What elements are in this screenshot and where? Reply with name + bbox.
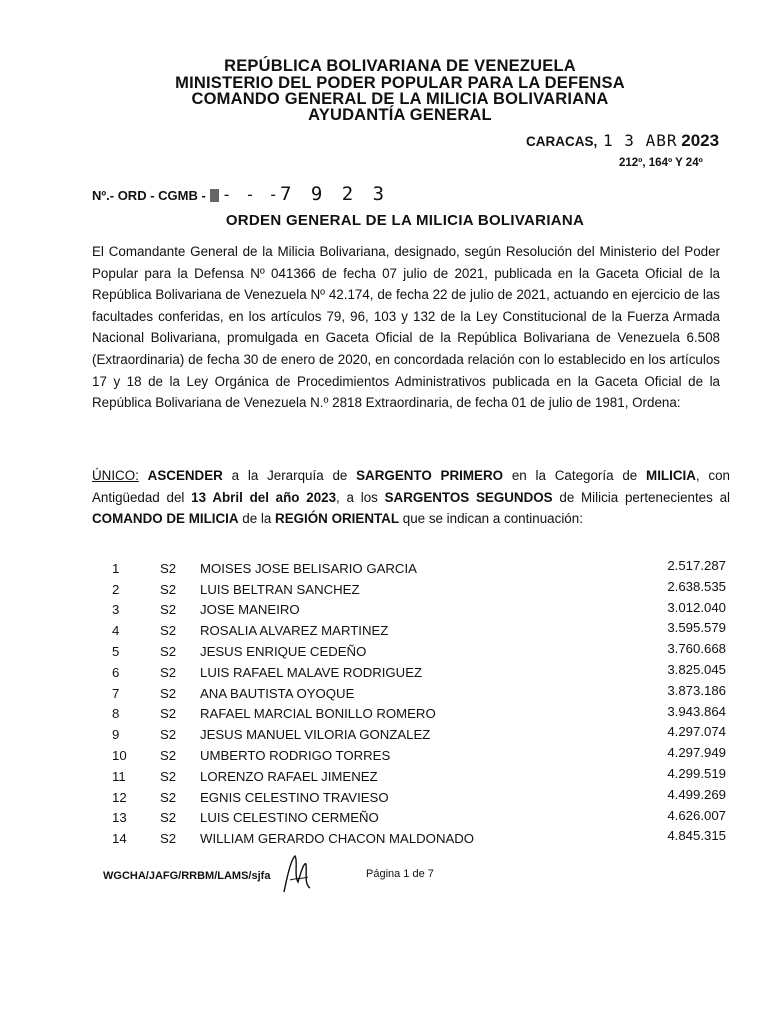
table-row (112, 620, 726, 641)
table-row (112, 662, 726, 683)
order-dashes: - - - (221, 185, 280, 204)
row-id-number: 4.297.074 (667, 724, 726, 740)
row-name: LUIS BELTRAN SANCHEZ (200, 581, 360, 597)
unico-t2: a la Jerarquía de (222, 468, 357, 483)
table-row (112, 828, 726, 849)
row-grade: S2 (160, 664, 177, 680)
table-row (112, 724, 726, 745)
unico-t13: REGIÓN ORIENTAL (275, 511, 400, 527)
row-id-number: 4.499.269 (667, 786, 726, 802)
row-number: 6 (112, 664, 120, 680)
table-row (112, 704, 726, 725)
row-grade: S2 (160, 644, 177, 660)
table-row (112, 745, 726, 766)
table-row (112, 641, 726, 662)
unico-paragraph (92, 465, 730, 530)
row-grade: S2 (160, 560, 177, 576)
table-row (112, 787, 726, 808)
row-grade: S2 (160, 727, 177, 743)
date-line (526, 131, 719, 151)
unico-t3: SARGENTO PRIMERO (356, 468, 504, 483)
row-name: LUIS RAFAEL MALAVE RODRIGUEZ (200, 664, 423, 680)
row-name: LUIS CELESTINO CERMEÑO (200, 810, 379, 826)
header-line-2: MINISTERIO DEL PODER POPULAR PARA LA DEFENSA (175, 74, 625, 92)
unico-t10: de Milicia pertenecientes al (552, 489, 731, 505)
row-number: 7 (112, 685, 120, 701)
row-number: 13 (112, 810, 127, 826)
table-row (112, 766, 726, 787)
row-id-number: 3.012.040 (667, 599, 726, 615)
row-id-number: 4.845.315 (667, 828, 726, 844)
unico-t6: , con Antigüedad del (92, 468, 730, 505)
row-grade: S2 (160, 706, 177, 722)
unico-label: ÚNICO: (92, 468, 139, 483)
row-grade: S2 (160, 748, 177, 764)
table-row (112, 808, 726, 829)
row-id-number: 2.517.287 (667, 558, 726, 573)
row-id-number: 4.297.949 (667, 745, 726, 761)
row-name: ANA BAUTISTA OYOQUE (200, 685, 355, 701)
row-number: 11 (112, 768, 126, 784)
unico-t4: en la Categoría de (503, 468, 647, 483)
row-id-number: 3.825.045 (667, 661, 726, 677)
row-number: 1 (112, 560, 120, 576)
row-number: 2 (112, 581, 120, 597)
table-row (112, 683, 726, 704)
date-year: 2023 (681, 131, 720, 150)
row-grade: S2 (160, 602, 177, 618)
row-name: WILLIAM GERARDO CHACON MALDONADO (200, 831, 475, 847)
stamp-mark-icon (210, 189, 219, 202)
personnel-table (112, 558, 726, 849)
unico-t7: 13 Abril del año 2023 (191, 489, 337, 505)
row-id-number: 4.626.007 (667, 807, 726, 823)
row-number: 8 (112, 706, 120, 722)
row-id-number: 4.299.519 (667, 765, 726, 781)
row-name: EGNIS CELESTINO TRAVIESO (200, 789, 389, 805)
order-number (92, 183, 388, 205)
row-number: 3 (112, 602, 120, 618)
anniversaries: 212º, 164º Y 24º (619, 157, 703, 169)
row-name: LORENZO RAFAEL JIMENEZ (200, 768, 378, 784)
row-grade: S2 (160, 623, 177, 639)
footer-initials: WGCHA/JAFG/RRBM/LAMS/sjfa (103, 870, 271, 882)
header-line-1: REPÚBLICA BOLIVARIANA DE VENEZUELA (224, 57, 576, 75)
row-number: 12 (112, 789, 127, 805)
unico-t9: SARGENTOS SEGUNDOS (384, 489, 553, 505)
header-line-4: AYUDANTÍA GENERAL (308, 106, 492, 124)
table-row (112, 579, 726, 600)
document-subtitle: ORDEN GENERAL DE LA MILICIA BOLIVARIANA (225, 212, 585, 229)
row-name: JESUS ENRIQUE CEDEÑO (200, 644, 367, 660)
handwritten-signature (280, 852, 316, 896)
date-place: CARACAS, (526, 134, 598, 149)
row-number: 9 (112, 727, 120, 743)
header-line-3: COMANDO GENERAL DE LA MILICIA BOLIVARIANA (191, 90, 609, 108)
unico-t11: COMANDO DE MILICIA (92, 511, 239, 527)
row-grade: S2 (160, 768, 177, 784)
row-id-number: 2.638.535 (667, 578, 726, 594)
unico-t12: de la (238, 511, 276, 527)
unico-t5: MILICIA (646, 468, 696, 483)
row-name: UMBERTO RODRIGO TORRES (200, 748, 391, 764)
row-id-number: 3.760.668 (667, 641, 726, 657)
row-number: 5 (112, 644, 120, 660)
row-name: RAFAEL MARCIAL BONILLO ROMERO (200, 706, 436, 722)
unico-t1: ASCENDER (147, 468, 223, 483)
row-name: JESUS MANUEL VILORIA GONZALEZ (200, 727, 431, 743)
row-name: JOSE MANEIRO (200, 602, 300, 618)
row-grade: S2 (160, 581, 177, 597)
row-number: 14 (112, 831, 127, 847)
row-grade: S2 (160, 810, 177, 826)
row-grade: S2 (160, 831, 177, 847)
order-prefix: Nº.- ORD - CGMB - (92, 188, 206, 203)
table-row (112, 600, 726, 621)
row-id-number: 3.943.864 (667, 703, 726, 719)
row-grade: S2 (160, 789, 177, 805)
order-stamped-number: 7 9 2 3 (279, 183, 389, 205)
table-row (112, 558, 726, 579)
row-id-number: 3.595.579 (667, 620, 726, 636)
preamble-paragraph: El Comandante General de la Milicia Bolivariana, designado, según Resolución del Ministerio del Poder Popular para la Defensa Nº 041366 de fecha 07 julio de 2021, publicada en la Gaceta Oficial de la República Bolivariana de Venezuela Nº 42.174, de fecha 22 de julio de 2021, actuando en ejercicio de las facultades conferidas, en los artículos 79, 96, 103 y 132 de la Ley Constitucional de la Fuerza Armada Nacional Bolivariana, promulgada en Gaceta Oficial de la República Bolivariana de Venezuela 6.508 (Extraordinaria) de fecha 30 de enero de 2020, en concordada relación con lo establecido en los artículos 17 y 18 de la Ley Orgánica de Procedimientos Administrativos publicada en la Gaceta Oficial de la República Bolivariana de Venezuela N.º 2818 Extraordinaria, de fecha 01 de julio de 1981, Ordena: (92, 244, 720, 411)
date-stamp: 1 3 ABR (603, 131, 678, 150)
row-name: MOISES JOSE BELISARIO GARCIA (200, 560, 417, 576)
row-name: ROSALIA ALVAREZ MARTINEZ (200, 623, 389, 639)
page-number: Página 1 de 7 (366, 868, 434, 880)
unico-t8: , a los (336, 489, 385, 505)
row-number: 4 (112, 623, 120, 639)
unico-t14: que se indican a continuación: (399, 511, 583, 527)
row-number: 10 (112, 748, 127, 764)
row-id-number: 3.873.186 (667, 682, 726, 698)
row-grade: S2 (160, 685, 177, 701)
